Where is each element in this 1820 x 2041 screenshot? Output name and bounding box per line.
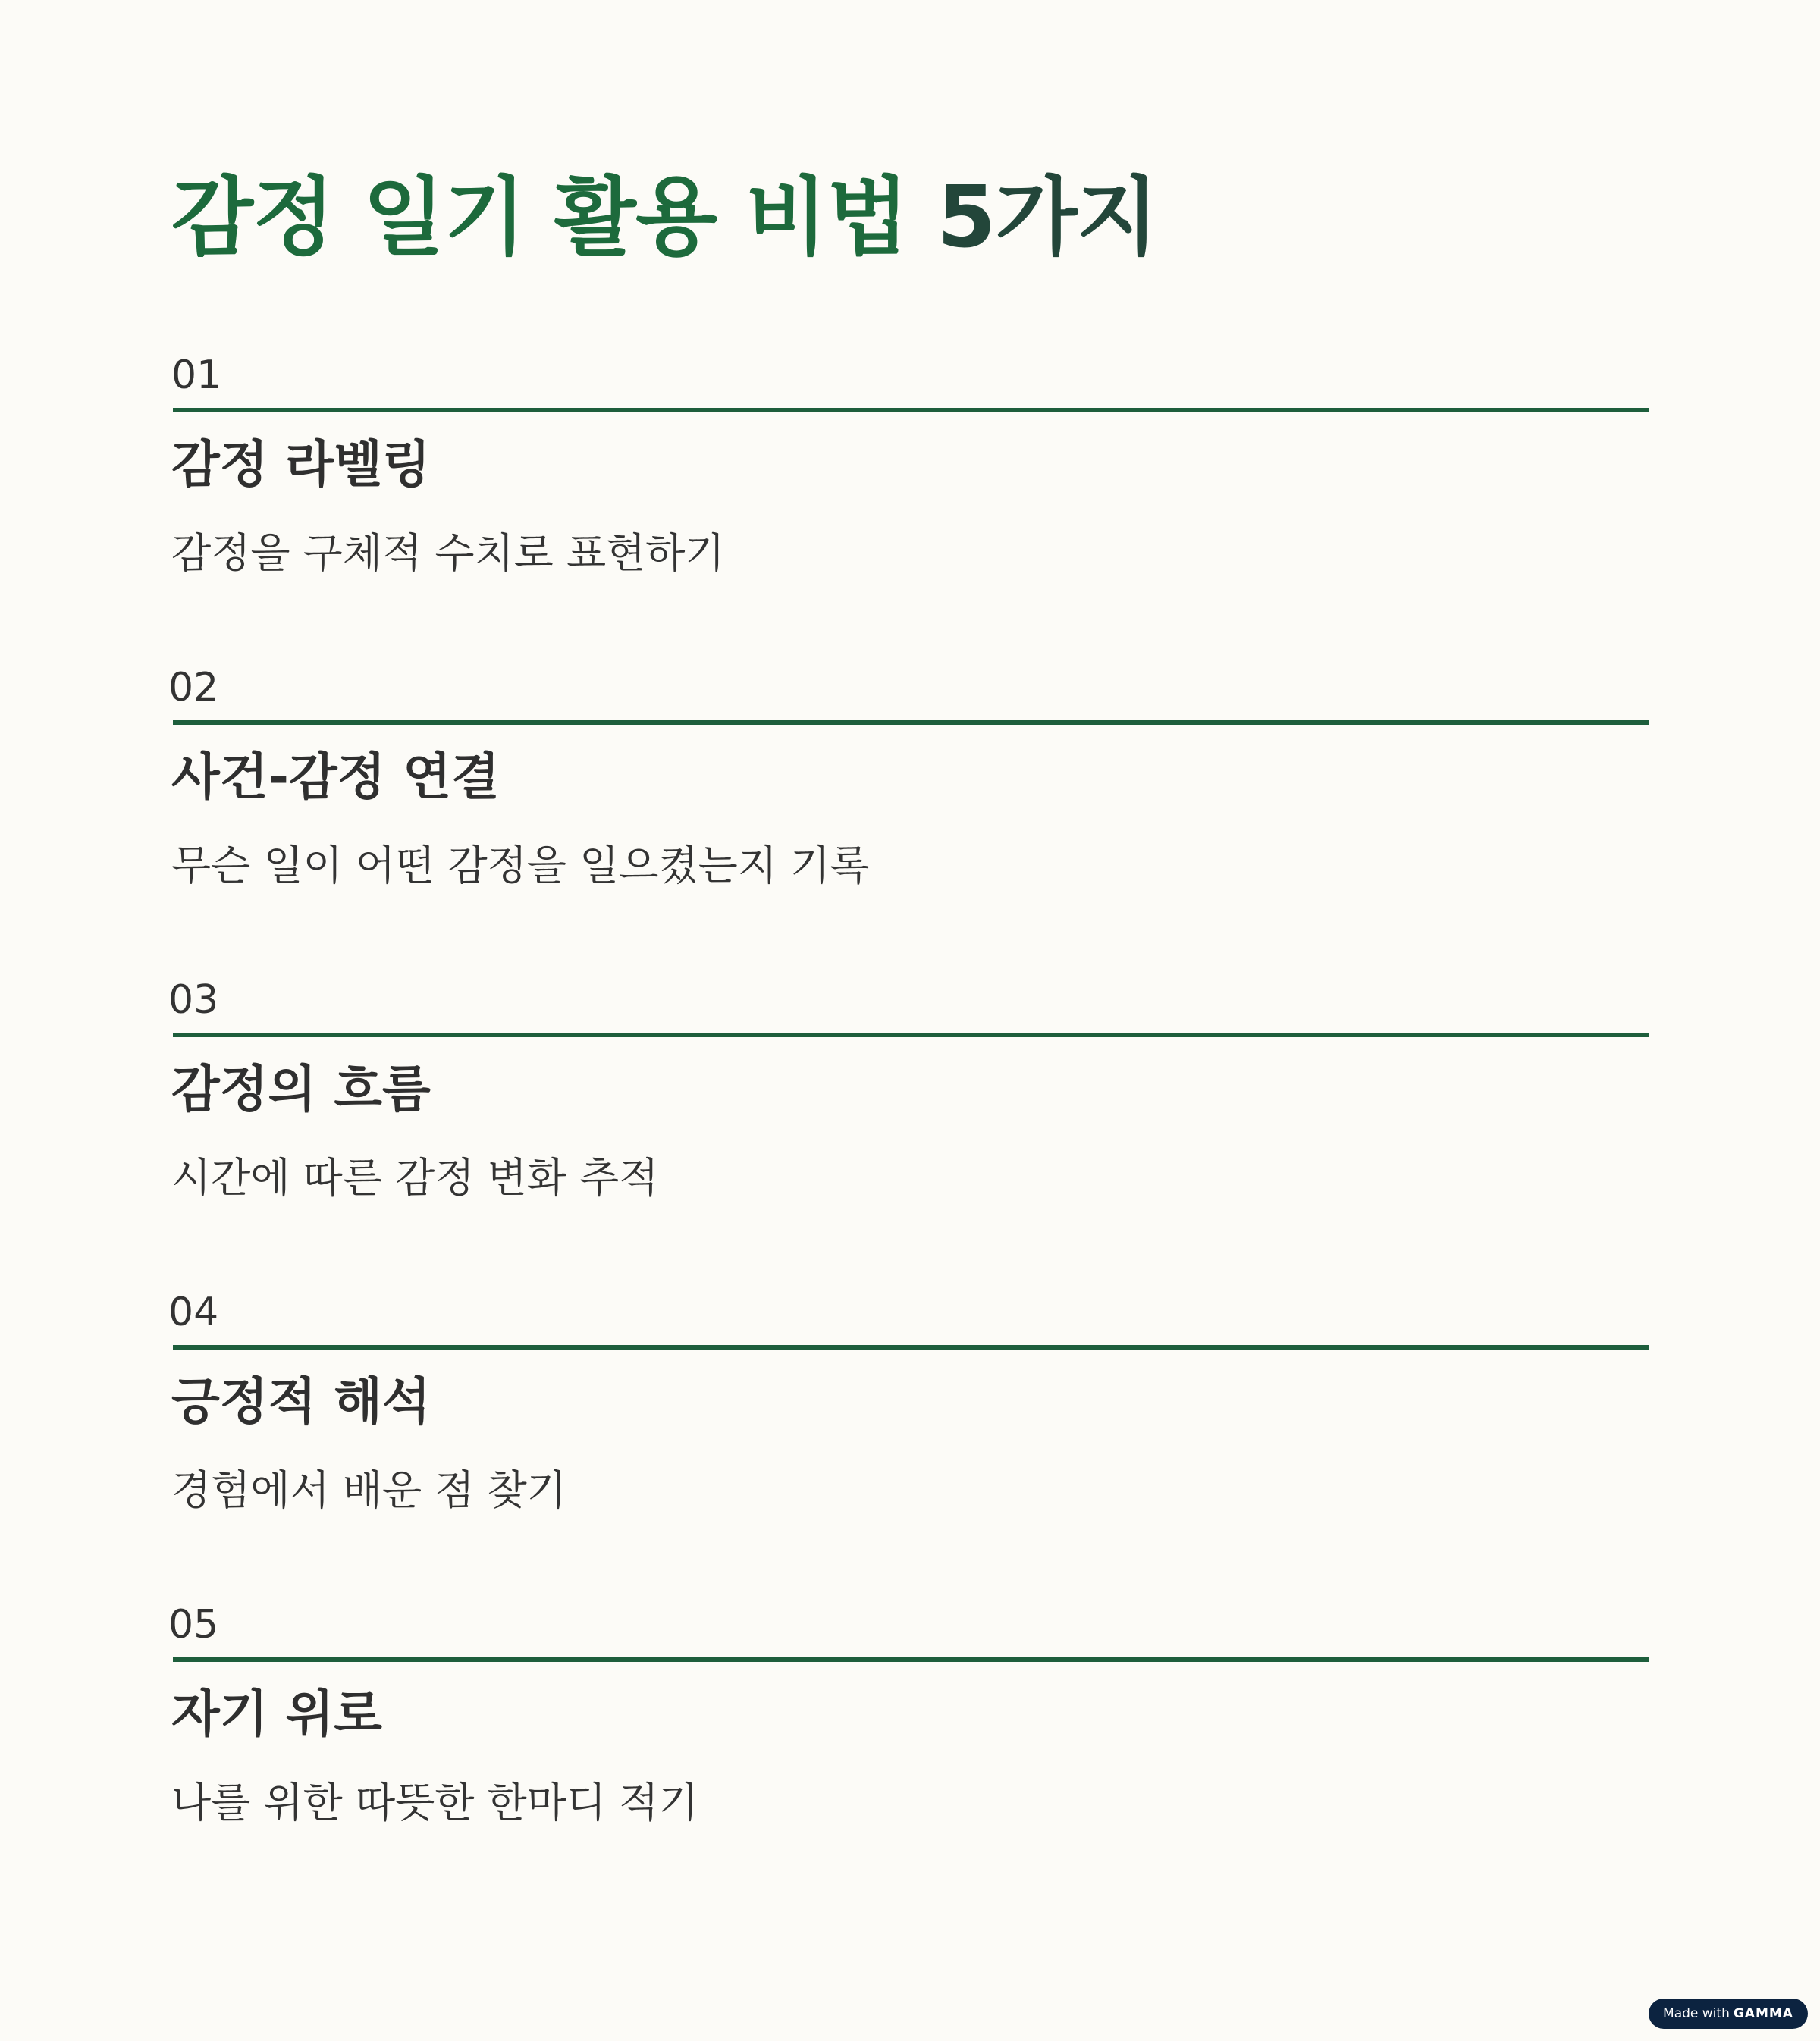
title-part-2: 5가지: [937, 168, 1158, 267]
list-item-4: [168, 1286, 1649, 1514]
item-description: 무슨 일이 어떤 감정을 일으켰는지 기록: [171, 842, 870, 889]
made-with-gamma-badge[interactable]: [1649, 1999, 1808, 2029]
item-number: 03: [168, 977, 219, 1023]
item-number: 05: [168, 1602, 219, 1648]
item-divider: [173, 1033, 1649, 1037]
item-description: 경험에서 배운 점 찾기: [171, 1466, 566, 1514]
item-heading: 감정의 흐름: [171, 1060, 431, 1118]
item-description: 감정을 구체적 수치로 표현하기: [171, 529, 725, 577]
item-divider: [173, 408, 1649, 412]
item-heading: 긍정적 해석: [171, 1372, 431, 1431]
item-description: 나를 위한 따뜻한 한마디 적기: [171, 1779, 698, 1826]
item-heading: 사건-감정 연결: [171, 748, 500, 806]
item-number: 04: [168, 1290, 219, 1335]
item-number: 01: [171, 353, 222, 398]
item-description: 시간에 따른 감정 변화 추적: [171, 1154, 659, 1202]
item-divider: [173, 1345, 1649, 1350]
list-item-2: [168, 661, 1649, 889]
list-item-3: [168, 973, 1649, 1202]
page-title: [171, 168, 1158, 267]
item-heading: 감정 라벨링: [171, 435, 431, 494]
badge-prefix: Made with: [1663, 2006, 1730, 2021]
list-item-5: [168, 1598, 1649, 1826]
item-number: 02: [168, 665, 219, 710]
gamma-logo-text: GAMMA: [1733, 2006, 1793, 2021]
item-heading: 자기 위로: [171, 1685, 383, 1743]
title-part-1: 감정 일기 활용 비법: [171, 168, 937, 267]
item-divider: [173, 1657, 1649, 1662]
list-item-1: [171, 349, 1649, 576]
item-divider: [173, 720, 1649, 725]
